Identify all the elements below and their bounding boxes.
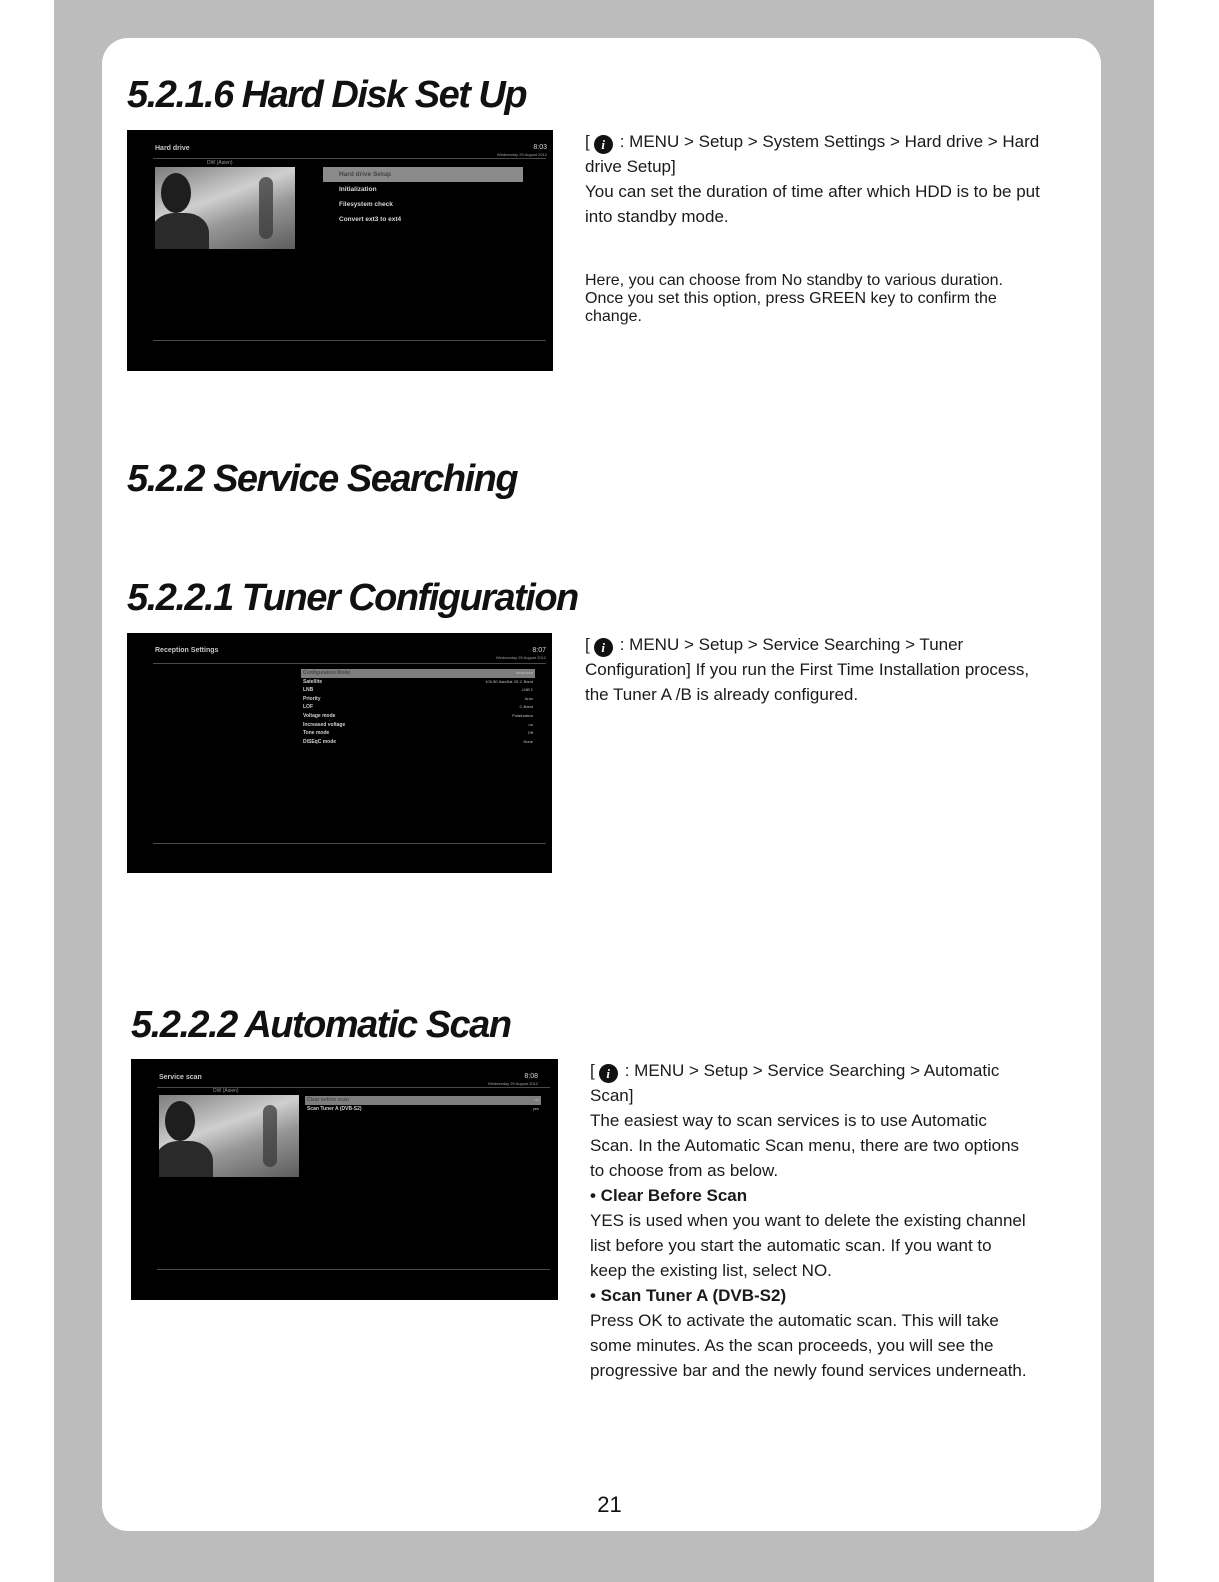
setting-row[interactable] bbox=[301, 738, 535, 747]
auto-para-1: The easiest way to scan services is to use Automatic Scan. In the Automatic Scan menu, there are two options to choose from as below. bbox=[590, 1111, 1020, 1180]
screen-date: Wednesday 29 August 2012 bbox=[488, 1081, 538, 1086]
setting-label: Tone mode bbox=[303, 730, 330, 737]
menu-item-filesystem-check[interactable]: Filesystem check bbox=[339, 201, 393, 208]
tuner-menu-path: : MENU > Setup > Service Searching > Tuner Configuration] If you run the First Time Installation process, the Tuner A /B is already configured. bbox=[585, 635, 1030, 704]
setting-label: Configuration Mode bbox=[303, 670, 351, 676]
screen-channel: DW (Asien) bbox=[213, 1088, 239, 1094]
auto-menu-path: : MENU > Setup > Service Searching > Automatic Scan] bbox=[590, 1061, 1000, 1105]
screen-footer-line bbox=[157, 1269, 550, 1270]
option-label: Scan Tuner A (DVB-S2) bbox=[307, 1105, 362, 1112]
video-preview bbox=[155, 167, 295, 249]
screen-divider bbox=[153, 663, 546, 664]
setting-row[interactable] bbox=[301, 703, 535, 712]
setting-value: no bbox=[528, 721, 533, 727]
screen-footer-line bbox=[153, 340, 546, 341]
screen-clock: 8:08 bbox=[524, 1073, 538, 1080]
screen-clock: 8:07 bbox=[532, 647, 546, 654]
screen-footer-line bbox=[153, 843, 546, 844]
setting-value: advanced bbox=[515, 670, 533, 675]
heading-service-searching: 5.2.2 Service Searching bbox=[127, 458, 518, 500]
option-label: Clear before scan bbox=[307, 1097, 349, 1103]
setting-row[interactable] bbox=[301, 695, 535, 704]
menu-item-initialization[interactable]: Initialization bbox=[339, 186, 377, 193]
screen-title: Hard drive bbox=[155, 145, 190, 152]
hdd-para-2: Here, you can choose from No standby to various duration. bbox=[585, 272, 1003, 289]
bracket-open: [ bbox=[590, 1061, 595, 1080]
info-icon: i bbox=[594, 135, 613, 154]
setting-row[interactable] bbox=[301, 721, 535, 730]
setting-label: Increased voltage bbox=[303, 721, 346, 728]
setting-row[interactable] bbox=[301, 712, 535, 721]
setting-label: Voltage mode bbox=[303, 712, 336, 719]
screen-date: Wednesday 29 August 2012 bbox=[496, 655, 546, 660]
reception-settings-list bbox=[301, 669, 535, 746]
video-preview bbox=[159, 1095, 299, 1177]
menu-item-hard-drive-setup[interactable]: Hard drive Setup bbox=[323, 167, 523, 182]
auto-para-2: YES is used when you want to delete the existing channel list before you start the automatic scan. If you want to keep the existing list, select NO. bbox=[590, 1211, 1026, 1280]
setting-label: Priority bbox=[303, 695, 321, 702]
setting-label: Satellite bbox=[303, 678, 323, 685]
setting-label: LOF bbox=[303, 704, 313, 711]
hdd-para-3: Once you set this option, press GREEN key to confirm the change. bbox=[585, 290, 997, 325]
setting-value: C-Band bbox=[519, 704, 533, 710]
bullet-scan-tuner-a: • Scan Tuner A (DVB-S2) bbox=[590, 1286, 787, 1305]
menu-item-convert[interactable]: Convert ext3 to ext4 bbox=[339, 216, 402, 223]
setting-row[interactable] bbox=[301, 729, 535, 738]
auto-text-block bbox=[590, 1058, 1030, 1383]
setting-value: Auto bbox=[524, 695, 533, 701]
setting-row[interactable] bbox=[301, 669, 535, 678]
screen-divider bbox=[153, 158, 546, 159]
screen-date: Wednesday 29 August 2012 bbox=[497, 152, 547, 157]
info-icon: i bbox=[594, 638, 613, 657]
setting-label: DiSEqC mode bbox=[303, 738, 337, 745]
hdd-para-1: You can set the duration of time after which HDD is to be put into standby mode. bbox=[585, 182, 1040, 226]
heading-tuner-configuration: 5.2.2.1 Tuner Configuration bbox=[127, 577, 578, 619]
setting-row[interactable] bbox=[301, 678, 535, 687]
screen-channel: DW (Asien) bbox=[207, 160, 233, 166]
bracket-open: [ bbox=[585, 132, 590, 151]
heading-hard-disk-setup: 5.2.1.6 Hard Disk Set Up bbox=[127, 74, 527, 116]
info-icon: i bbox=[599, 1064, 618, 1083]
bracket-open: [ bbox=[585, 635, 590, 654]
screenshot-reception-settings bbox=[127, 633, 552, 873]
bullet-clear-before-scan: • Clear Before Scan bbox=[590, 1186, 748, 1205]
hdd-text-block-2 bbox=[585, 272, 1035, 326]
setting-label: LNB bbox=[303, 687, 314, 694]
screenshot-service-scan bbox=[131, 1059, 558, 1300]
setting-value: Off bbox=[527, 730, 533, 736]
setting-value: LNB 1 bbox=[521, 687, 533, 693]
scan-option-row[interactable] bbox=[305, 1096, 541, 1105]
screenshot-hard-drive bbox=[127, 130, 553, 371]
page-number: 21 bbox=[597, 1492, 622, 1517]
setting-value: None bbox=[523, 738, 533, 744]
screen-clock: 8:03 bbox=[533, 144, 547, 151]
service-scan-list bbox=[305, 1096, 541, 1113]
setting-value: Polarization bbox=[512, 712, 533, 718]
scan-option-row[interactable] bbox=[305, 1105, 541, 1114]
heading-automatic-scan: 5.2.2.2 Automatic Scan bbox=[131, 1004, 511, 1046]
option-value: yes bbox=[532, 1105, 539, 1111]
auto-para-3: Press OK to activate the automatic scan. This will take some minutes. As the scan proceeds, you will see the progressive bar and the newly found services underneath. bbox=[590, 1311, 1027, 1380]
hard-drive-menu bbox=[323, 167, 523, 227]
setting-row[interactable] bbox=[301, 686, 535, 695]
hdd-text-block bbox=[585, 129, 1040, 229]
screen-title: Service scan bbox=[159, 1074, 202, 1081]
option-value: no bbox=[534, 1097, 539, 1102]
screen-title: Reception Settings bbox=[155, 647, 219, 654]
setting-value: 105.5E AsiaSat 3S C Band bbox=[485, 678, 533, 684]
tuner-text-block bbox=[585, 632, 1040, 707]
hdd-menu-path: : MENU > Setup > System Settings > Hard drive > Hard drive Setup] bbox=[585, 132, 1040, 176]
